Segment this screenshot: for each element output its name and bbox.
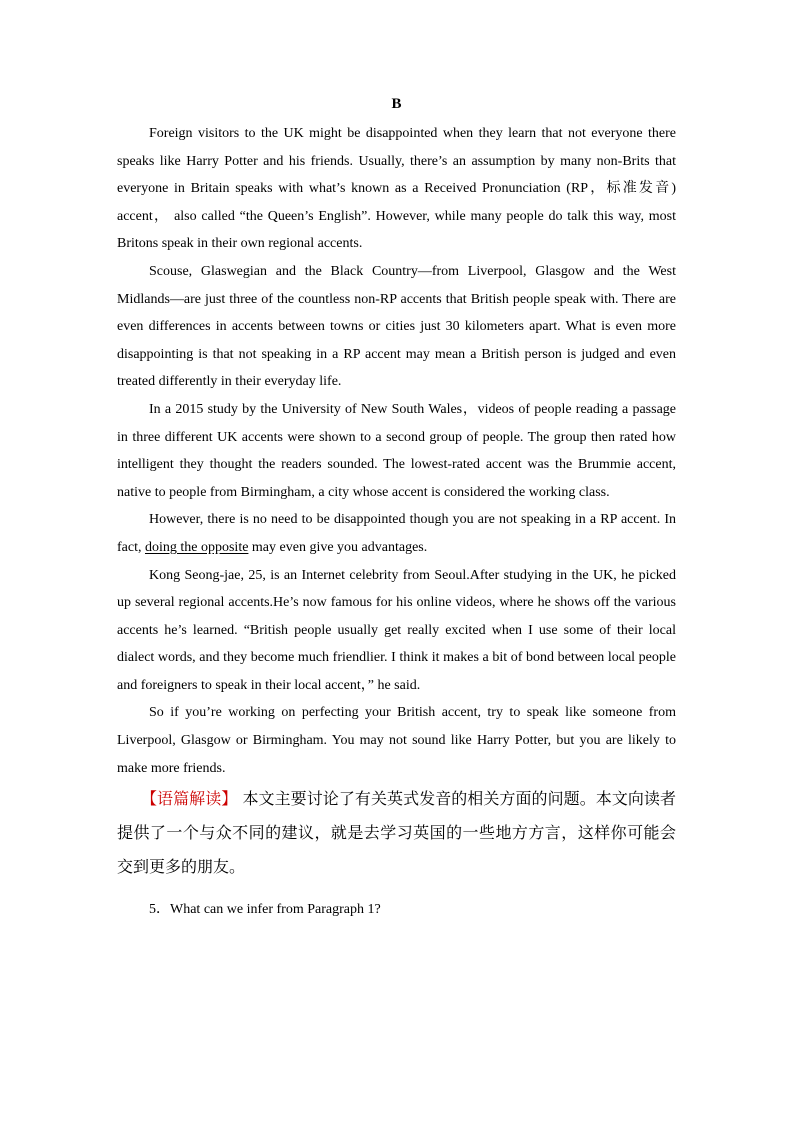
paragraph-4 xyxy=(117,506,676,561)
section-letter: B xyxy=(391,96,402,112)
paragraph-5: Kong Seong-jae, 25, is an Internet celebrity from Seoul.After studying in the UK, he picked up several regional accents.He’s now famous for his online videos, where he shows off the various accents he’s learned. “British people usually get really excited when I use some of their local dialect words, and they become much friendlier. I think it makes a bit of bond between local people and foreigners to speak in their local accent，” he said. xyxy=(117,567,676,693)
paragraph-3: In a 2015 study by the University of New South Wales，videos of people reading a passage in three different UK accents were shown to a second group of people. The group then rated how intelligent they thought the readers sounded. The lowest-rated accent was the Brummie accent, native to people from Birmingham, a city whose accent is considered the working class. xyxy=(117,401,676,500)
underlined-phrase: doing the opposite xyxy=(144,539,249,555)
analysis-text: 本文主要讨论了有关英式发音的相关方面的问题。本文向读者提供了一个与众不同的建议，就是去学习英国的一些地方方言，这样你可能会交到更多的朋友。 xyxy=(117,789,676,877)
paragraph-6: So if you’re working on perfecting your British accent, try to speak like someone from Liverpool, Glasgow or Birmingham. You may not sound like Harry Potter, but you are likely to make more friends. xyxy=(117,705,676,776)
paragraph-4-after: may even give you advantages. xyxy=(248,539,428,555)
passage-analysis xyxy=(117,782,676,884)
paragraph-4-before: However, there is no need to be disappointed though you are not speaking in a RP accent. In fact, xyxy=(117,512,676,555)
analysis-tag: 【语篇解读】 xyxy=(141,789,238,809)
question-5: 5．What can we infer from Paragraph 1? xyxy=(149,902,381,918)
document-page xyxy=(117,92,676,924)
paragraph-1: Foreign visitors to the UK might be disappointed when they learn that not everyone there speaks like Harry Potter and his friends. Usually, there’s an assumption by many non-Brits that everyone in Britain speaks with what’s known as a Received Pronunciation (RP，标准发音) accent， also called “the Queen’s English”. However, while many people do talk this way, most Britons speak in their own regional accents. xyxy=(117,126,676,252)
paragraph-2: Scouse, Glaswegian and the Black Country—from Liverpool, Glasgow and the West Midlands—are just three of the countless non-RP accents that British people speak with. There are even differences in accents between towns or cities just 30 kilometers apart. What is even more disappointing is that not speaking in a RP accent may mean a British person is judged and even treated differently in their everyday life. xyxy=(117,263,676,390)
